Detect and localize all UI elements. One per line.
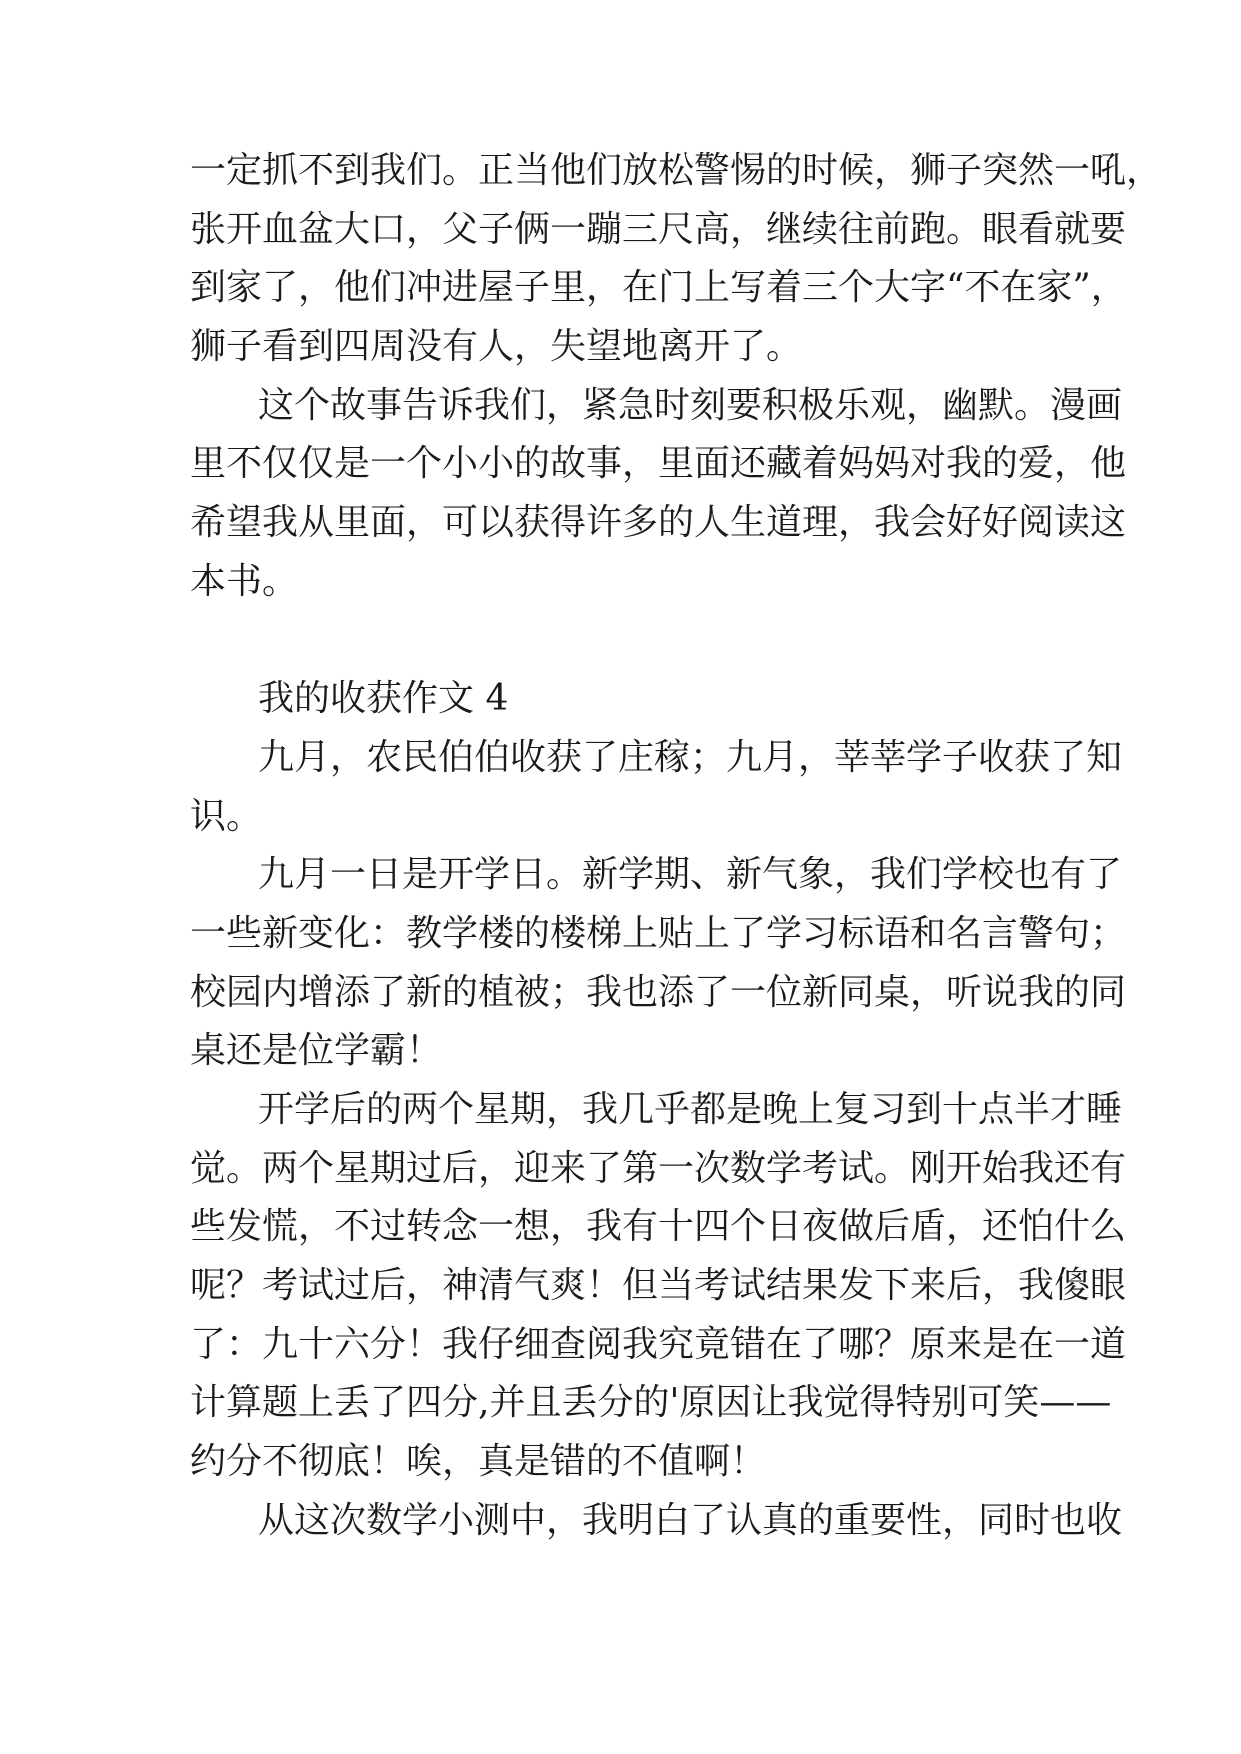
- paragraph-line: 狮子看到四周没有人，失望地离开了。: [190, 326, 803, 367]
- paragraph-line: 校园内增添了新的植被；我也添了一位新同桌，听说我的同: [190, 972, 1127, 1013]
- paragraph-line: 到家了，他们冲进屋子里，在门上写着三个大字“不在家”，: [190, 267, 1127, 308]
- paragraph-line: 里不仅仅是一个小小的故事，里面还藏着妈妈对我的爱，他: [190, 443, 1127, 484]
- paragraph-line: 一些新变化：教学楼的楼梯上贴上了学习标语和名言警句；: [190, 913, 1127, 954]
- paragraph-line: 桌还是位学霸！: [190, 1030, 443, 1071]
- paragraph-line: 希望我从里面，可以获得许多的人生道理，我会好好阅读这: [190, 502, 1127, 543]
- paragraph-line: 约分不彻底！唉，真是错的不值啊！: [190, 1441, 767, 1482]
- paragraph-line: 识。: [190, 796, 263, 837]
- paragraph-line: 些发慌，不过转念一想，我有十四个日夜做后盾，还怕什么: [190, 1206, 1127, 1247]
- paragraph-line: 这个故事告诉我们，紧急时刻要积极乐观，幽默。漫画: [258, 385, 1123, 426]
- paragraph-line: 九月一日是开学日。新学期、新气象，我们学校也有了: [258, 854, 1123, 895]
- paragraph-line: 觉。两个星期过后，迎来了第一次数学考试。刚开始我还有: [190, 1148, 1127, 1189]
- paragraph-line: 计算题上丢了四分,并且丢分的'原因让我觉得特别可笑——: [190, 1382, 1112, 1423]
- paragraph-line: 张开血盆大口，父子俩一蹦三尺高，继续往前跑。眼看就要: [190, 209, 1127, 250]
- paragraph-line: 一定抓不到我们。正当他们放松警惕的时候，狮子突然一吼，: [190, 150, 1163, 191]
- paragraph-line: 了：九十六分！我仔细查阅我究竟错在了哪？原来是在一道: [190, 1324, 1127, 1365]
- paragraph-line: 本书。: [190, 561, 299, 602]
- paragraph-line: 呢？考试过后，神清气爽！但当考试结果发下来后，我傻眼: [190, 1265, 1127, 1306]
- paragraph-line: 九月，农民伯伯收获了庄稼；九月，莘莘学子收获了知: [258, 737, 1123, 778]
- paragraph-line: 开学后的两个星期，我几乎都是晚上复习到十点半才睡: [258, 1089, 1123, 1130]
- section-title: 我的收获作文 4: [258, 678, 509, 719]
- paragraph-line: 从这次数学小测中，我明白了认真的重要性，同时也收: [258, 1500, 1123, 1541]
